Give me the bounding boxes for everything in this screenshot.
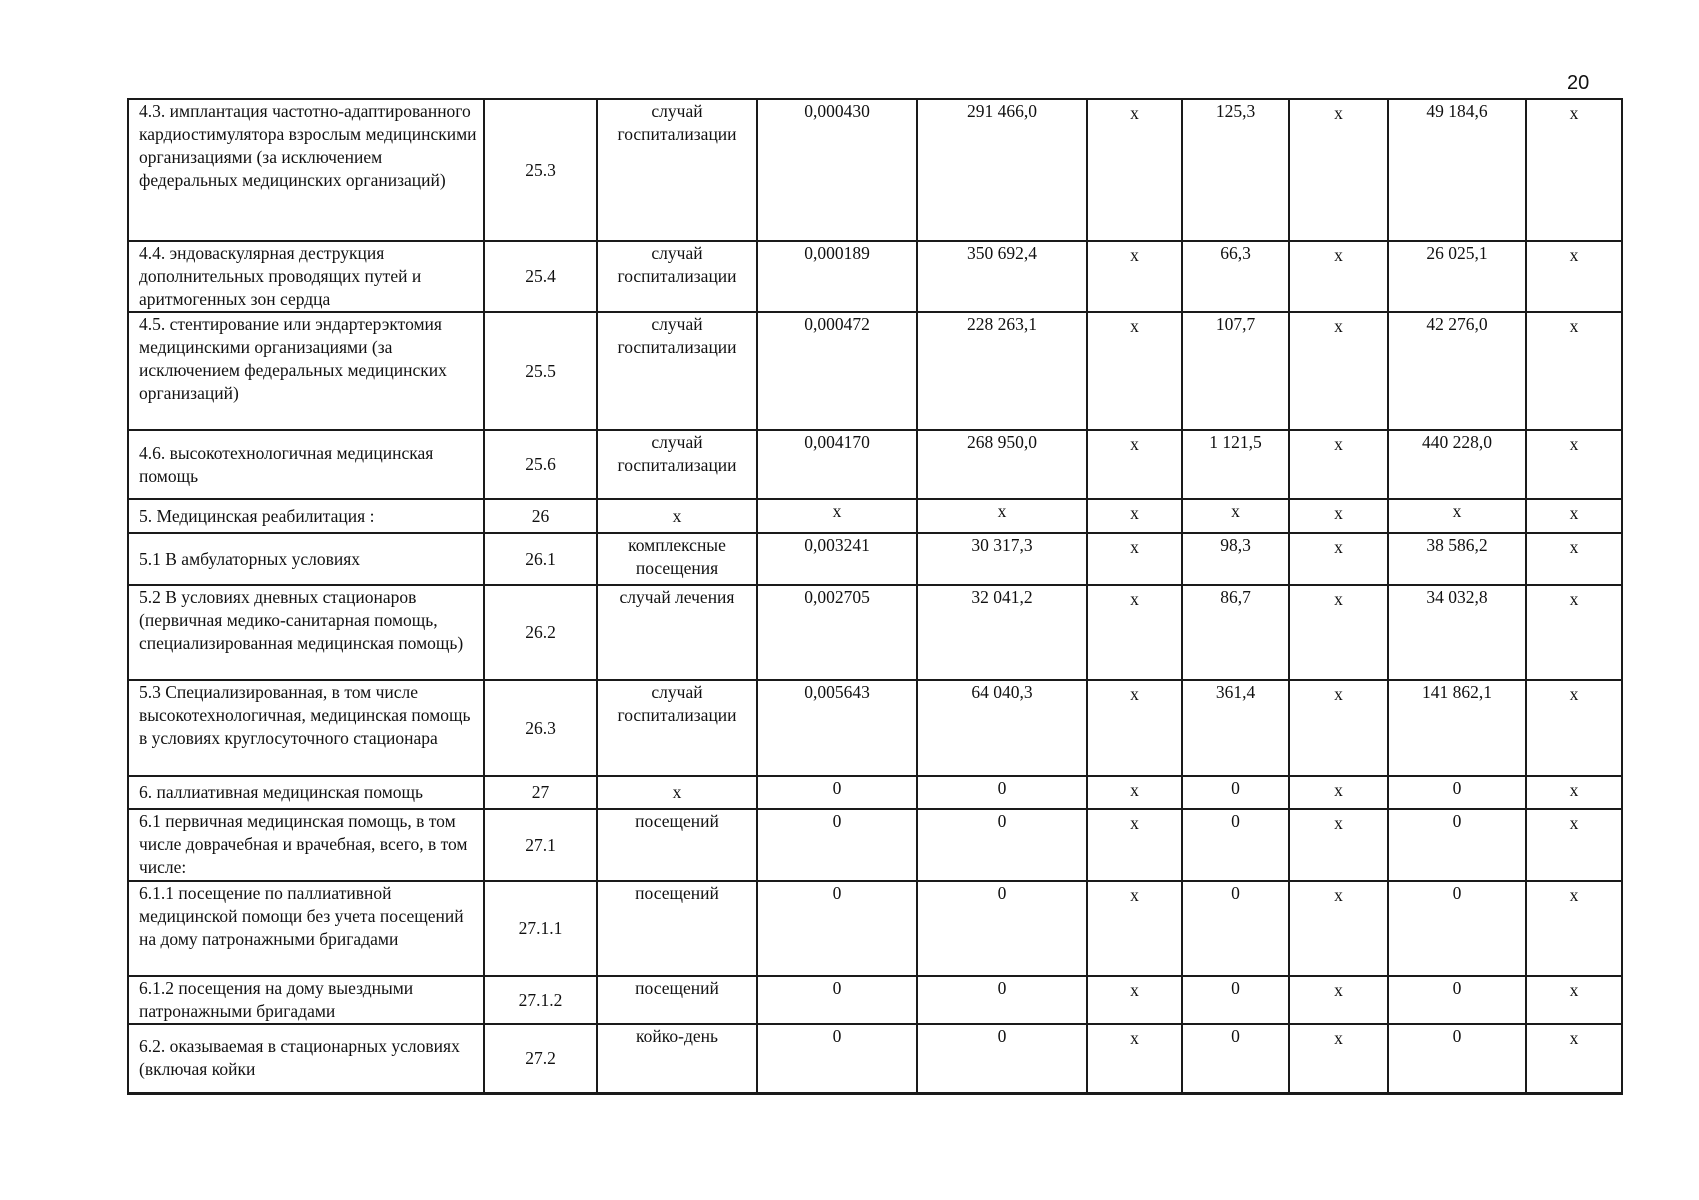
row-name: 5. Медицинская реабилитация :	[128, 499, 484, 533]
cell-x: х	[1289, 499, 1388, 533]
table-row	[128, 776, 1622, 809]
cell-cost: х	[917, 499, 1087, 533]
cell-x: х	[1289, 312, 1388, 430]
row-unit: комплексные посещения	[597, 533, 757, 585]
cell-x: х	[1289, 99, 1388, 241]
table-row	[128, 99, 1622, 241]
row-name: 4.5. стентирование или эндартерэктомия медицинскими организациями (за исключением федеральных медицинских организаций)	[128, 312, 484, 430]
cell-total: 49 184,6	[1388, 99, 1526, 241]
cell-x: х	[1289, 776, 1388, 809]
cell-cost: 350 692,4	[917, 241, 1087, 312]
row-unit: случай лечения	[597, 585, 757, 680]
cell-norm: 0	[757, 881, 917, 976]
cell-x: х	[1087, 99, 1182, 241]
row-code: 25.3	[484, 99, 597, 241]
cell-x: х	[1289, 809, 1388, 881]
row-code: 26	[484, 499, 597, 533]
row-name: 6.1 первичная медицинская помощь, в том числе доврачебная и врачебная, всего, в том числе:	[128, 809, 484, 881]
cell-cost: 0	[917, 881, 1087, 976]
row-code: 27.1	[484, 809, 597, 881]
cell-x: х	[1526, 241, 1622, 312]
page-number: 20	[1567, 72, 1590, 94]
cell-total: 440 228,0	[1388, 430, 1526, 499]
cell-total: 42 276,0	[1388, 312, 1526, 430]
cell-norm: 0,005643	[757, 680, 917, 776]
cell-cost: 0	[917, 976, 1087, 1024]
cell-per-capita: 125,3	[1182, 99, 1289, 241]
row-code: 26.1	[484, 533, 597, 585]
cell-norm: х	[757, 499, 917, 533]
row-unit: х	[597, 499, 757, 533]
cell-x: х	[1526, 776, 1622, 809]
row-code: 25.5	[484, 312, 597, 430]
row-code: 25.4	[484, 241, 597, 312]
cell-per-capita: 86,7	[1182, 585, 1289, 680]
table-row	[128, 881, 1622, 976]
cell-per-capita: 1 121,5	[1182, 430, 1289, 499]
cell-x: х	[1087, 881, 1182, 976]
cell-x: х	[1289, 430, 1388, 499]
cell-x: х	[1526, 585, 1622, 680]
row-name: 5.2 В условиях дневных стационаров (первичная медико-санитарная помощь, специализированная медицинская помощь)	[128, 585, 484, 680]
cell-norm: 0,000189	[757, 241, 917, 312]
cell-norm: 0,003241	[757, 533, 917, 585]
cell-total: 34 032,8	[1388, 585, 1526, 680]
table-row	[128, 241, 1622, 312]
row-code: 27.1.1	[484, 881, 597, 976]
cell-per-capita: х	[1182, 499, 1289, 533]
row-code: 26.3	[484, 680, 597, 776]
cell-cost: 32 041,2	[917, 585, 1087, 680]
cell-per-capita: 0	[1182, 881, 1289, 976]
cell-total: 0	[1388, 809, 1526, 881]
cell-x: х	[1526, 312, 1622, 430]
cell-per-capita: 107,7	[1182, 312, 1289, 430]
row-name: 5.1 В амбулаторных условиях	[128, 533, 484, 585]
cell-total: х	[1388, 499, 1526, 533]
row-name: 4.3. имплантация частотно-адаптированного кардиостимулятора взрослым медицинскими организациями (за исключением федеральных медицинских организаций)	[128, 99, 484, 241]
row-name: 5.3 Специализированная, в том числе высокотехнологичная, медицинская помощь в условиях круглосуточного стационара	[128, 680, 484, 776]
cell-per-capita: 0	[1182, 1024, 1289, 1093]
cell-x: х	[1289, 680, 1388, 776]
cell-x: х	[1087, 809, 1182, 881]
cell-per-capita: 66,3	[1182, 241, 1289, 312]
cell-total: 0	[1388, 976, 1526, 1024]
cell-x: х	[1289, 881, 1388, 976]
row-unit: посещений	[597, 881, 757, 976]
cell-cost: 0	[917, 776, 1087, 809]
cell-cost: 64 040,3	[917, 680, 1087, 776]
table-row	[128, 499, 1622, 533]
cell-cost: 291 466,0	[917, 99, 1087, 241]
cell-x: х	[1289, 585, 1388, 680]
cell-x: х	[1087, 680, 1182, 776]
row-unit: случай госпитализации	[597, 312, 757, 430]
cell-norm: 0,002705	[757, 585, 917, 680]
row-unit: случай госпитализации	[597, 680, 757, 776]
cell-x: х	[1526, 99, 1622, 241]
cell-norm: 0,000430	[757, 99, 917, 241]
cell-cost: 228 263,1	[917, 312, 1087, 430]
row-code: 27.1.2	[484, 976, 597, 1024]
row-unit: посещений	[597, 976, 757, 1024]
row-unit: случай госпитализации	[597, 99, 757, 241]
cell-x: х	[1526, 533, 1622, 585]
cell-x: х	[1289, 241, 1388, 312]
cell-total: 38 586,2	[1388, 533, 1526, 585]
cell-per-capita: 98,3	[1182, 533, 1289, 585]
cell-x: х	[1087, 976, 1182, 1024]
cell-norm: 0	[757, 976, 917, 1024]
cell-cost: 30 317,3	[917, 533, 1087, 585]
cell-total: 141 862,1	[1388, 680, 1526, 776]
cell-per-capita: 0	[1182, 809, 1289, 881]
row-code: 25.6	[484, 430, 597, 499]
cell-x: х	[1526, 809, 1622, 881]
table-row	[128, 809, 1622, 881]
row-name: 4.6. высокотехнологичная медицинская помощь	[128, 430, 484, 499]
cell-x: х	[1526, 680, 1622, 776]
table-row	[128, 680, 1622, 776]
row-unit: посещений	[597, 809, 757, 881]
cell-x: х	[1289, 1024, 1388, 1093]
cell-total: 0	[1388, 881, 1526, 976]
cell-x: х	[1526, 881, 1622, 976]
row-code: 27	[484, 776, 597, 809]
cell-x: х	[1087, 312, 1182, 430]
table-row	[128, 585, 1622, 680]
table-row	[128, 430, 1622, 499]
cell-x: х	[1087, 1024, 1182, 1093]
cell-cost: 0	[917, 1024, 1087, 1093]
row-name: 6.1.1 посещение по паллиативной медицинской помощи без учета посещений на дому патронажными бригадами	[128, 881, 484, 976]
cell-norm: 0,000472	[757, 312, 917, 430]
cell-x: х	[1087, 430, 1182, 499]
row-name: 6.2. оказываемая в стационарных условиях (включая койки	[128, 1024, 484, 1093]
row-unit: случай госпитализации	[597, 430, 757, 499]
row-name: 4.4. эндоваскулярная деструкция дополнительных проводящих путей и аритмогенных зон сердца	[128, 241, 484, 312]
table-row	[128, 976, 1622, 1024]
row-name: 6. паллиативная медицинская помощь	[128, 776, 484, 809]
row-unit: х	[597, 776, 757, 809]
cell-x: х	[1087, 499, 1182, 533]
cell-x: х	[1526, 1024, 1622, 1093]
cell-x: х	[1289, 533, 1388, 585]
cell-x: х	[1526, 976, 1622, 1024]
cell-total: 0	[1388, 1024, 1526, 1093]
cell-norm: 0	[757, 776, 917, 809]
table-row	[128, 533, 1622, 585]
cell-total: 26 025,1	[1388, 241, 1526, 312]
cell-per-capita: 361,4	[1182, 680, 1289, 776]
row-name: 6.1.2 посещения на дому выездными патронажными бригадами	[128, 976, 484, 1024]
cell-per-capita: 0	[1182, 776, 1289, 809]
cell-cost: 0	[917, 809, 1087, 881]
cell-x: х	[1526, 499, 1622, 533]
cell-per-capita: 0	[1182, 976, 1289, 1024]
cell-norm: 0	[757, 809, 917, 881]
cell-x: х	[1289, 976, 1388, 1024]
cell-x: х	[1087, 241, 1182, 312]
row-unit: койко-день	[597, 1024, 757, 1093]
table-row	[128, 1024, 1622, 1093]
table-row	[128, 312, 1622, 430]
cell-x: х	[1087, 776, 1182, 809]
cell-norm: 0	[757, 1024, 917, 1093]
row-unit: случай госпитализации	[597, 241, 757, 312]
row-code: 27.2	[484, 1024, 597, 1093]
cell-norm: 0,004170	[757, 430, 917, 499]
row-code: 26.2	[484, 585, 597, 680]
cell-cost: 268 950,0	[917, 430, 1087, 499]
tariff-table	[127, 98, 1623, 1095]
cell-x: х	[1526, 430, 1622, 499]
cell-total: 0	[1388, 776, 1526, 809]
cell-x: х	[1087, 585, 1182, 680]
cell-x: х	[1087, 533, 1182, 585]
